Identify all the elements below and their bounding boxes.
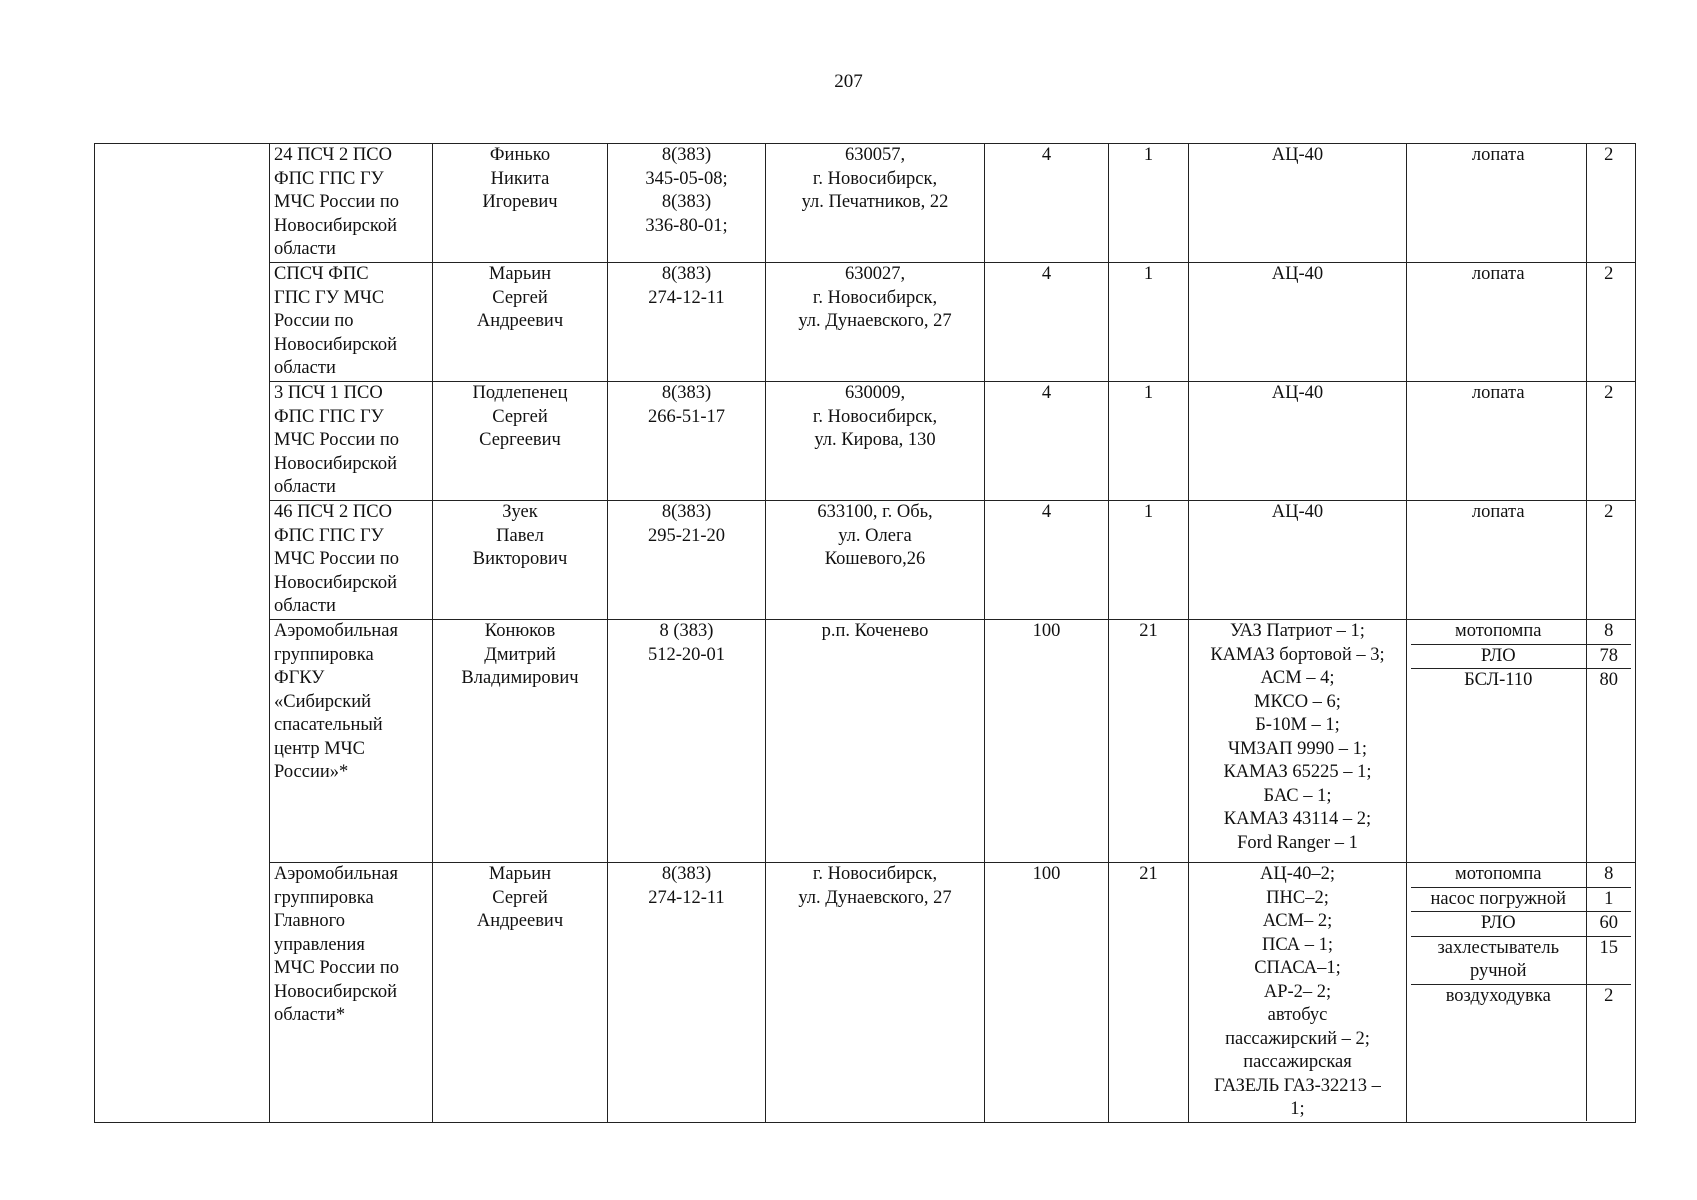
equipment-cell <box>1407 382 1636 501</box>
phone-line: 8(383) <box>661 383 712 403</box>
equipment-name: насос погружной <box>1411 887 1586 912</box>
units-count-cell: 1 <box>1109 263 1189 382</box>
units-count-cell: 1 <box>1109 144 1189 263</box>
address-line: ул. Дунаевского, 27 <box>798 887 952 908</box>
person-name-line: Сергеевич <box>479 430 561 450</box>
phone-cell <box>608 863 766 1123</box>
equipment-quantity: 15 <box>1586 936 1631 984</box>
organization-line: России»* <box>274 762 349 782</box>
phone-line: 8(383) <box>661 145 712 165</box>
address-cell <box>766 620 985 863</box>
equipment-cell <box>1407 144 1636 263</box>
organization-line: области <box>274 596 336 616</box>
phone-line: 8(383) <box>661 264 712 284</box>
vehicles-cell <box>1189 863 1407 1123</box>
equipment-name: лопата <box>1411 263 1586 287</box>
empty-left-cell <box>95 144 270 1123</box>
organization-cell <box>270 382 433 501</box>
table-row <box>95 863 1636 1123</box>
vehicle-line: АЦ-40 <box>1271 145 1324 165</box>
units-count-cell: 21 <box>1109 620 1189 863</box>
vehicles-cell <box>1189 144 1407 263</box>
organization-line: МЧС России по <box>274 549 399 569</box>
equipment-cell <box>1407 620 1636 863</box>
person-name-line: Андреевич <box>476 911 564 931</box>
equipment-cell <box>1407 863 1636 1123</box>
phone-line: 8 (383) <box>659 621 714 641</box>
vehicle-line: пассажирский – 2; <box>1225 1028 1370 1049</box>
person-name-line: Владимирович <box>461 668 579 688</box>
person-name-line: Сергей <box>492 287 548 308</box>
vehicle-line: ГАЗЕЛЬ ГАЗ-32213 – <box>1214 1075 1381 1096</box>
phone-line: 345-05-08; <box>645 168 728 189</box>
equipment-name: лопата <box>1411 144 1586 168</box>
organization-line: ФГКУ <box>274 668 325 688</box>
organization-line: Главного <box>274 911 346 931</box>
equipment-name: РЛО <box>1411 644 1586 669</box>
equipment-quantity: 60 <box>1586 912 1631 937</box>
person-name-line: Павел <box>496 525 544 546</box>
organization-line: ФПС ГПС ГУ <box>274 406 384 427</box>
equipment-name: БСЛ-110 <box>1411 669 1586 693</box>
vehicle-line: АЦ-40 <box>1271 383 1324 403</box>
vehicles-cell <box>1189 501 1407 620</box>
personnel-count-cell: 100 <box>985 863 1109 1123</box>
equipment-row <box>1411 669 1631 693</box>
vehicle-line: АСМ– 2; <box>1262 911 1333 931</box>
address-cell <box>766 382 985 501</box>
address-cell <box>766 144 985 263</box>
phone-cell <box>608 382 766 501</box>
equipment-row <box>1411 863 1631 887</box>
organization-line: 46 ПСЧ 2 ПСО <box>274 502 392 522</box>
phone-cell <box>608 620 766 863</box>
person-name-line: Сергей <box>492 406 548 427</box>
equipment-cell <box>1407 263 1636 382</box>
equipment-table <box>1411 263 1631 381</box>
vehicle-line: Ford Ranger – 1 <box>1237 832 1358 853</box>
equipment-quantity: 8 <box>1586 620 1631 644</box>
phone-line: 8(383) <box>661 192 712 212</box>
organization-line: МЧС России по <box>274 192 399 212</box>
units-count-cell: 1 <box>1109 501 1189 620</box>
organization-line: Новосибирской <box>274 981 398 1002</box>
phone-cell <box>608 144 766 263</box>
responsible-person-cell <box>433 863 608 1123</box>
organization-line: МЧС России по <box>274 958 399 978</box>
personnel-count-cell: 4 <box>985 501 1109 620</box>
equipment-quantity: 2 <box>1604 502 1614 522</box>
table-row <box>95 263 1636 382</box>
phone-line: 8(383) <box>661 864 712 884</box>
equipment-table <box>1411 501 1631 619</box>
vehicle-line: ПСА – 1; <box>1261 934 1334 955</box>
organization-line: МЧС России по <box>274 430 399 450</box>
address-line: 633100, г. Обь, <box>817 502 933 522</box>
equipment-name: лопата <box>1411 501 1586 525</box>
resources-table <box>94 143 1636 1123</box>
address-line: р.п. Коченево <box>821 621 929 641</box>
page-number: 207 <box>834 71 863 92</box>
personnel-count-cell: 4 <box>985 382 1109 501</box>
person-name-line: Андреевич <box>476 311 564 331</box>
address-line: 630057, <box>844 145 906 165</box>
organization-cell <box>270 144 433 263</box>
responsible-person-cell <box>433 620 608 863</box>
equipment-name: воздуходувка <box>1411 984 1586 1008</box>
organization-line: 24 ПСЧ 2 ПСО <box>274 145 392 165</box>
address-line: ул. Печатников, 22 <box>801 192 949 212</box>
organization-cell <box>270 501 433 620</box>
address-line: ул. Дунаевского, 27 <box>798 311 952 331</box>
address-line: ул. Кирова, 130 <box>814 430 936 450</box>
phone-line: 274-12-11 <box>648 887 725 908</box>
person-name-line: Викторович <box>472 549 568 569</box>
equipment-row <box>1411 887 1631 912</box>
equipment-quantity: 2 <box>1604 145 1614 165</box>
person-name-line: Финько <box>489 145 551 165</box>
person-name-line: Игоревич <box>482 192 558 212</box>
table-row <box>95 620 1636 863</box>
equipment-table <box>1411 382 1631 500</box>
organization-line: Новосибирской <box>274 334 398 355</box>
address-line: Кошевого,26 <box>824 549 926 569</box>
address-cell <box>766 501 985 620</box>
equipment-row <box>1411 382 1631 406</box>
vehicle-line: УАЗ Патриот – 1; <box>1230 621 1365 641</box>
responsible-person-cell <box>433 263 608 382</box>
person-name-line: Подлепенец <box>472 383 568 403</box>
equipment-quantity: 2 <box>1604 985 1614 1006</box>
vehicle-line: СПАСА–1; <box>1254 958 1341 978</box>
address-line: ул. Олега <box>838 525 912 546</box>
equipment-name: мотопомпа <box>1411 620 1586 644</box>
organization-line: ФПС ГПС ГУ <box>274 168 384 189</box>
table-row <box>95 382 1636 501</box>
vehicle-line: КАМАЗ 65225 – 1; <box>1223 762 1372 782</box>
vehicle-line: Б-10М – 1; <box>1255 715 1340 735</box>
organization-line: Аэромобильная <box>274 864 399 884</box>
equipment-cell <box>1407 501 1636 620</box>
person-name-line: Сергей <box>492 887 548 908</box>
vehicles-cell <box>1189 620 1407 863</box>
organization-line: ГПС ГУ МЧС <box>274 287 385 308</box>
person-name-line: Марьин <box>488 264 552 284</box>
responsible-person-cell <box>433 144 608 263</box>
equipment-quantity: 78 <box>1586 644 1631 669</box>
address-line: г. Новосибирск, <box>812 168 938 189</box>
address-line: г. Новосибирск, <box>812 287 938 308</box>
organization-line: 3 ПСЧ 1 ПСО <box>274 383 383 403</box>
equipment-name: лопата <box>1411 382 1586 406</box>
personnel-count-cell: 4 <box>985 263 1109 382</box>
organization-cell <box>270 263 433 382</box>
equipment-name: захлестыватель ручной <box>1411 936 1586 984</box>
personnel-count-cell: 4 <box>985 144 1109 263</box>
equipment-quantity: 80 <box>1599 670 1618 690</box>
equipment-row <box>1411 501 1631 525</box>
organization-line: спасательный <box>274 715 383 735</box>
vehicle-line: БАС – 1; <box>1263 785 1332 806</box>
vehicle-line: АЦ-40 <box>1271 502 1324 522</box>
equipment-row <box>1411 936 1631 984</box>
responsible-person-cell <box>433 501 608 620</box>
responsible-person-cell <box>433 382 608 501</box>
vehicle-line: 1; <box>1290 1099 1305 1119</box>
vehicles-cell <box>1189 382 1407 501</box>
equipment-quantity: 1 <box>1586 887 1631 912</box>
table-row <box>95 144 1636 263</box>
organization-line: области <box>274 477 336 497</box>
person-name-line: Дмитрий <box>484 644 556 665</box>
organization-line: Новосибирской <box>274 572 398 593</box>
phone-line: 274-12-11 <box>648 287 725 308</box>
organization-line: управления <box>274 934 365 955</box>
equipment-table <box>1411 620 1631 862</box>
address-cell <box>766 863 985 1123</box>
phone-cell <box>608 501 766 620</box>
phone-cell <box>608 263 766 382</box>
organization-line: России по <box>274 311 354 331</box>
address-line: г. Новосибирск, <box>812 406 938 427</box>
phone-line: 8(383) <box>661 502 712 522</box>
vehicle-line: ПНС–2; <box>1266 887 1329 908</box>
equipment-name: РЛО <box>1411 912 1586 937</box>
equipment-row <box>1411 263 1631 287</box>
organization-line: группировка <box>274 887 374 908</box>
address-cell <box>766 263 985 382</box>
personnel-count-cell: 100 <box>985 620 1109 863</box>
vehicle-line: МКСО – 6; <box>1254 691 1341 712</box>
vehicle-line: ЧМЗАП 9990 – 1; <box>1228 738 1367 759</box>
person-name-line: Конюков <box>484 621 556 641</box>
phone-line: 266-51-17 <box>647 406 726 427</box>
person-name-line: Марьин <box>488 864 552 884</box>
units-count-cell: 1 <box>1109 382 1189 501</box>
person-name-line: Зуек <box>502 502 538 522</box>
organization-line: СПСЧ ФПС <box>274 264 369 284</box>
equipment-row <box>1411 620 1631 644</box>
vehicles-cell <box>1189 263 1407 382</box>
equipment-row <box>1411 912 1631 937</box>
organization-line: Новосибирской <box>274 453 398 474</box>
organization-line: области <box>274 358 336 378</box>
address-line: 630027, <box>844 264 906 284</box>
units-count-cell: 21 <box>1109 863 1189 1123</box>
organization-line: ФПС ГПС ГУ <box>274 525 384 546</box>
vehicle-line: АР-2– 2; <box>1263 981 1332 1002</box>
equipment-row <box>1411 144 1631 168</box>
organization-line: группировка <box>274 644 374 665</box>
organization-line: центр МЧС <box>274 738 366 759</box>
vehicle-line: АСМ – 4; <box>1260 668 1335 688</box>
organization-cell <box>270 863 433 1123</box>
phone-line: 512-20-01 <box>647 644 726 665</box>
organization-line: Аэромобильная <box>274 621 399 641</box>
vehicle-line: АЦ-40 <box>1271 264 1324 284</box>
organization-line: области <box>274 239 336 259</box>
equipment-name: мотопомпа <box>1411 863 1586 887</box>
equipment-quantity: 2 <box>1604 383 1614 403</box>
address-line: 630009, <box>844 383 906 403</box>
vehicle-line: пассажирская <box>1243 1052 1352 1072</box>
organization-line: «Сибирский <box>274 691 372 712</box>
equipment-quantity: 8 <box>1586 863 1631 887</box>
organization-line: области* <box>274 1005 346 1025</box>
phone-line: 295-21-20 <box>647 525 726 546</box>
equipment-quantity: 2 <box>1604 264 1614 284</box>
vehicle-line: автобус <box>1267 1005 1328 1025</box>
table-row <box>95 501 1636 620</box>
person-name-line: Никита <box>490 168 550 189</box>
equipment-row <box>1411 984 1631 1008</box>
address-line: г. Новосибирск, <box>812 864 938 884</box>
vehicle-line: КАМАЗ 43114 – 2; <box>1223 809 1372 829</box>
equipment-table <box>1411 144 1631 262</box>
organization-cell <box>270 620 433 863</box>
equipment-table <box>1411 863 1631 1121</box>
vehicle-line: КАМАЗ бортовой – 3; <box>1210 644 1385 665</box>
organization-line: Новосибирской <box>274 215 398 236</box>
equipment-row <box>1411 644 1631 669</box>
phone-line: 336-80-01; <box>645 215 728 236</box>
vehicle-line: АЦ-40–2; <box>1259 864 1336 884</box>
